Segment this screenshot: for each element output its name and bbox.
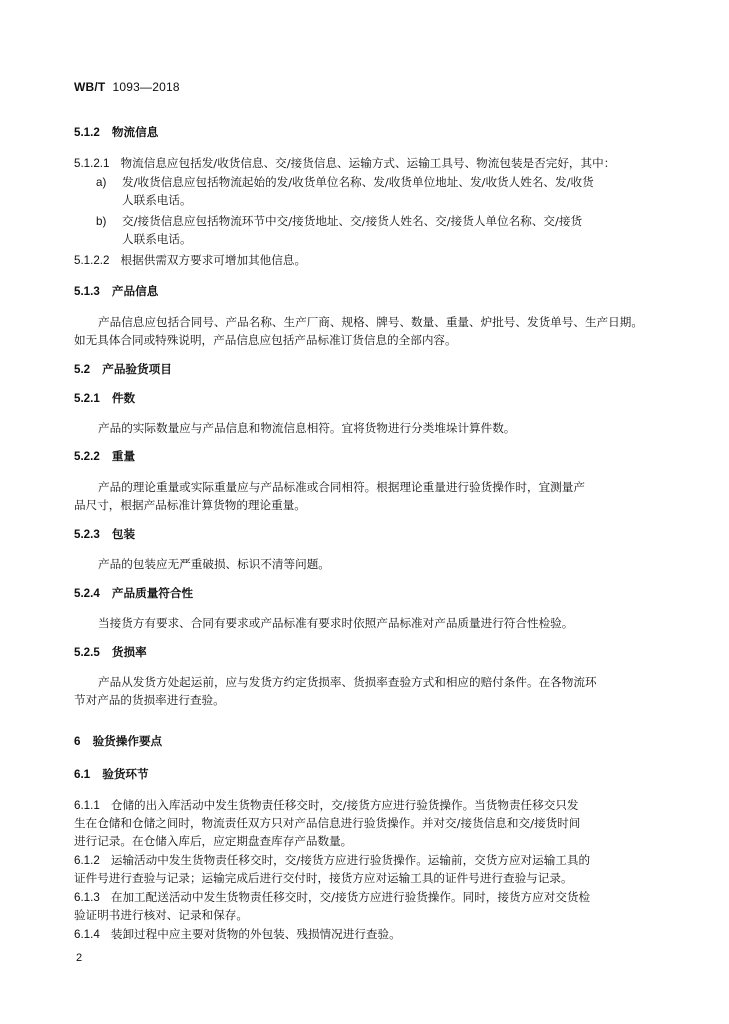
standard-code: WB/T: [74, 80, 106, 94]
list-item-a-line1: 发/收货信息应包括物流起始的发/收货单位名称、发/收货单位地址、发/收货人姓名、发/收货: [122, 175, 594, 189]
clause-6-1-3-line2: 验证明书进行核对、记录和保存。: [74, 908, 248, 922]
heading-5-2-5: 5.2.5 货损率: [74, 645, 147, 659]
heading-6-1: 6.1 验货环节: [74, 767, 149, 781]
para-5-2-3: 产品的包装应无严重破损、标识不清等问题。: [98, 557, 330, 571]
clause-5-1-2-2: 5.1.2.2 根据供需双方要求可增加其他信息。: [74, 253, 307, 267]
list-item-b: b): [96, 215, 107, 228]
clause-6-1-1-line1: 6.1.1 仓储的出入库活动中发生货物责任移交时，交/接货方应进行验货操作。当货物责任移交只发: [74, 798, 579, 812]
para-5-2-4: 当接货方有要求、合同有要求或产品标准有要求时依照产品标准对产品质量进行符合性检验。: [98, 616, 574, 630]
clause-6-1-2-line1: 6.1.2 运输活动中发生货物责任移交时，交/接货方应进行验货操作。运输前，交货方应对运输工具的: [74, 853, 591, 867]
clause-6-1-4: 6.1.4 装卸过程中应主要对货物的外包装、残损情况进行查验。: [74, 927, 401, 941]
list-item-a-line2: 人联系电话。: [122, 193, 192, 207]
clause-6-1-1-line2: 生在仓储和仓储之间时，物流责任双方只对产品信息进行验货操作。并对交/接货信息和交/接货时间: [74, 816, 581, 830]
para-5-2-2-line2: 品尺寸，根据产品标准计算货物的理论重量。: [74, 498, 306, 512]
para-5-2-1: 产品的实际数量应与产品信息和物流信息相符。宜将货物进行分类堆垛计算件数。: [98, 421, 516, 435]
standard-number: 1093—2018: [112, 80, 180, 94]
heading-5-1-2: 5.1.2 物流信息: [74, 125, 159, 139]
heading-5-2-4: 5.2.4 产品质量符合性: [74, 586, 194, 600]
para-5-1-3-line1: 产品信息应包括合同号、产品名称、生产厂商、规格、牌号、数量、重量、炉批号、发货单号、生产日期。: [98, 315, 643, 329]
heading-5-1-3: 5.1.3 产品信息: [74, 284, 159, 298]
heading-5-2-3: 5.2.3 包装: [74, 527, 136, 541]
standard-header: [74, 80, 180, 94]
para-5-2-5-line1: 产品从发货方处起运前，应与发货方约定货损率、货损率查验方式和相应的赔付条件。在各物流环: [98, 675, 597, 689]
clause-6-1-2-line2: 证件号进行查验与记录；运输完成后进行交付时，接货方应对运输工具的证件号进行查验与记录。: [74, 871, 573, 885]
para-5-2-5-line2: 节对产品的货损率进行查验。: [74, 693, 225, 707]
list-item-a: a): [96, 176, 107, 189]
list-item-b-line1: 交/接货信息应包括物流环节中交/接货地址、交/接货人姓名、交/接货人单位名称、交/接货: [122, 214, 583, 228]
heading-6: 6 验货操作要点: [74, 734, 163, 748]
clause-5-1-2-1: 5.1.2.1 物流信息应包括发/收货信息、交/接货信息、运输方式、运输工具号、物流包装是否完好，其中：: [74, 156, 616, 170]
heading-5-2-1: 5.2.1 件数: [74, 391, 136, 405]
list-item-b-line2: 人联系电话。: [122, 232, 192, 246]
para-5-1-3-line2: 如无具体合同或特殊说明，产品信息应包括产品标准订货信息的全部内容。: [74, 333, 457, 347]
heading-5-2-2: 5.2.2 重量: [74, 449, 136, 463]
clause-6-1-3-line1: 6.1.3 在加工配送活动中发生货物责任移交时，交/接货方应进行验货操作。同时，接货方应对交货检: [74, 890, 591, 904]
para-5-2-2-line1: 产品的理论重量或实际重量应与产品标准或合同相符。根据理论重量进行验货操作时，宜测量产: [98, 480, 585, 494]
heading-5-2: 5.2 产品验货项目: [74, 362, 172, 376]
clause-6-1-1-line3: 进行记录。在仓储入库后，应定期盘查库存产品数量。: [74, 834, 353, 848]
page-number: 2: [76, 952, 83, 964]
